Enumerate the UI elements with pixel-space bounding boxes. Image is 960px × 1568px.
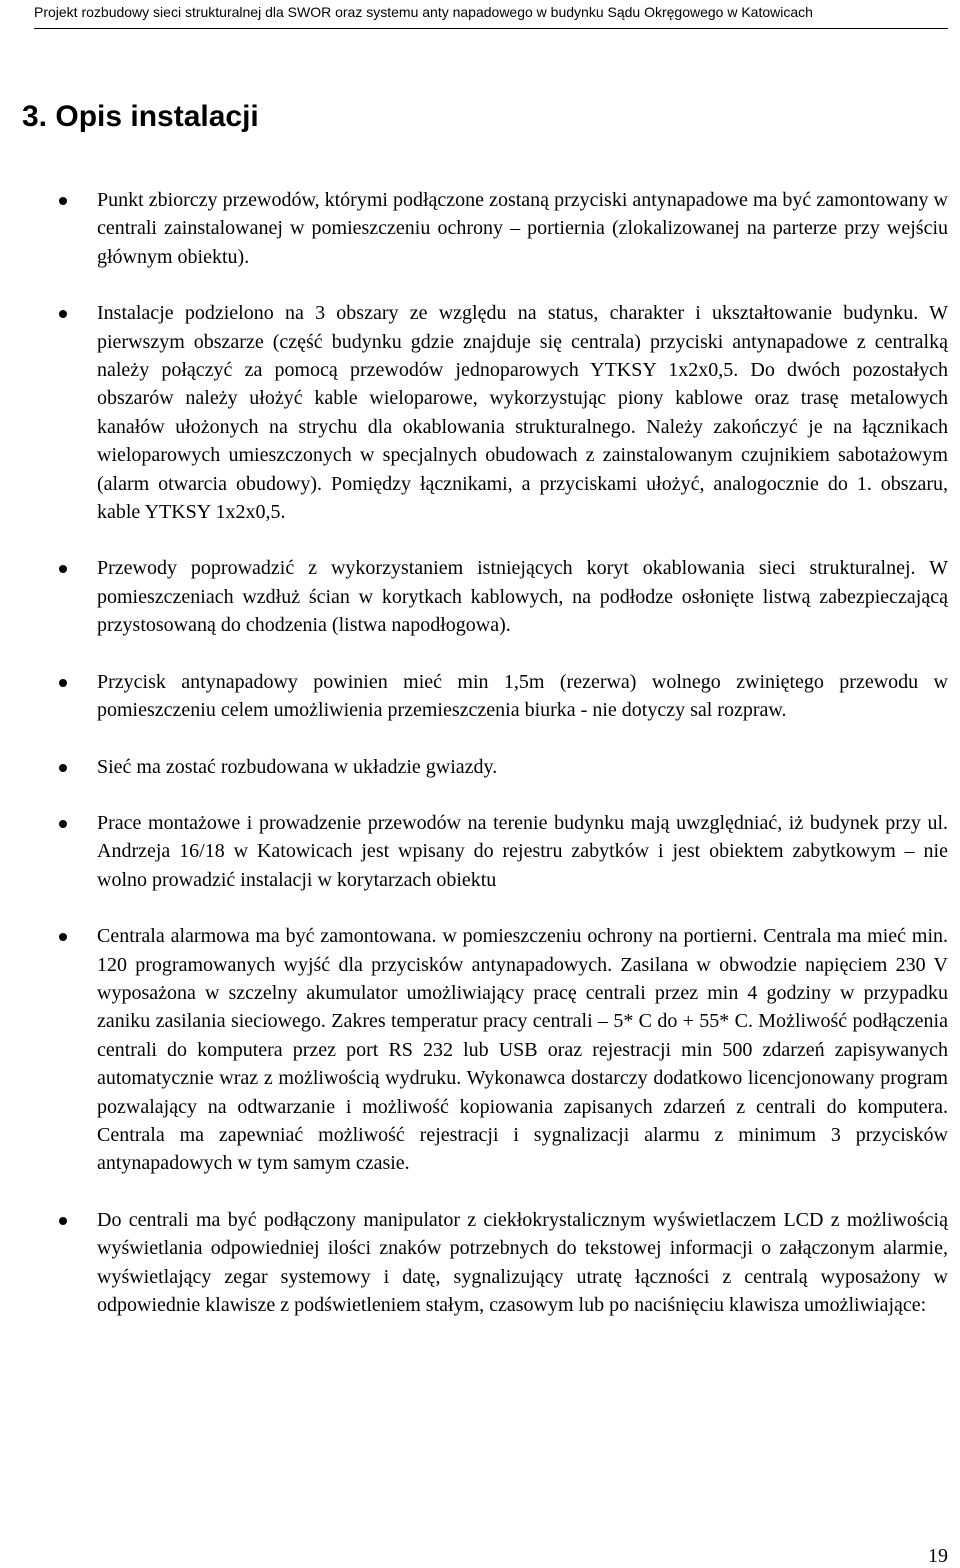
list-item — [0, 1206, 960, 1320]
header-title: Projekt rozbudowy sieci strukturalnej dla SWOR oraz systemu anty napadowego w budynku Sądu Okręgowego w Katowicach — [34, 4, 813, 20]
bullet-list — [0, 186, 960, 1347]
bullet-icon — [59, 679, 67, 687]
bullet-text: Do centrali ma być podłączony manipulator z ciekłokrystalicznym wyświetlaczem LCD z możliwością wyświetlania odpowiedniej ilości znaków potrzebnych do tekstowej informacji o załączonym alarmie, wyświetlający zegar systemowy i datę, sygnalizujący utratę łączności z centralą wyposażony w odpowiednie klawisze z podświetleniem stałym, czasowym lub po naciśnięciu klawisza umożliwiające: — [97, 1208, 948, 1316]
bullet-icon — [59, 820, 67, 828]
bullet-icon — [59, 565, 67, 573]
section-title: 3. Opis instalacji — [22, 100, 259, 133]
list-item — [0, 809, 960, 894]
bullet-text: Punkt zbiorczy przewodów, którymi podłączone zostaną przyciski antynapadowe ma być zamontowany w centrali zainstalowanej w pomieszczeniu ochrony – portiernia (zlokalizowanej na parterze przy wejściu głównym obiektu). — [97, 189, 948, 268]
bullet-icon — [59, 310, 67, 318]
list-item — [0, 668, 960, 725]
bullet-icon — [59, 933, 67, 941]
bullet-text: Prace montażowe i prowadzenie przewodów na terenie budynku mają uwzględniać, iż budynek przy ul. Andrzeja 16/18 w Katowicach jest wpisany do rejestru zabytków i jest obiektem zabytkowym – nie wolno prowadzić instalacji w korytarzach obiektu — [97, 811, 948, 891]
bullet-text: Przewody poprowadzić z wykorzystaniem istniejących koryt okablowania sieci strukturalnej. W pomieszczeniach wzdłuż ścian w korytkach kablowych, na podłodze osłonięte listwą zabezpieczającą przystosowaną do chodzenia (listwa napodłogowa). — [97, 557, 948, 637]
list-item — [0, 554, 960, 639]
list-item — [0, 186, 960, 271]
page-header — [34, 0, 948, 29]
list-item — [0, 922, 960, 1178]
bullet-text: Przycisk antynapadowy powinien mieć min 1,5m (rezerwa) wolnego zwiniętego przewodu w pomieszczeniu celem umożliwienia przemieszczenia biurka - nie dotyczy sal rozpraw. — [97, 670, 948, 722]
bullet-icon — [59, 197, 67, 205]
bullet-icon — [59, 764, 67, 772]
bullet-text: Instalacje podzielono na 3 obszary ze względu na status, charakter i ukształtowanie budynku. W pierwszym obszarze (część budynku gdzie znajduje się centrala) przyciski antynapadowe z centralką należy połączyć za pomocą przewodów jednoparowych YTKSY 1x2x0,5. Do dwóch pozostałych obszarów należy ułożyć kable wieloparowe, wykorzystując piony kablowe oraz trasę metalowych kanałów ułożonych na strychu dla okablowania strukturalnego. Należy zakończyć je na łącznikach wieloparowych umieszczonych w specjalnych obudowach z zainstalowanym czujnikiem sabotażowym (alarm otwarcia obudowy). Pomiędzy łącznikami, a przyciskami ułożyć, analogocznie do 1. obszaru, kable YTKSY 1x2x0,5. — [97, 302, 948, 524]
page-number: 19 — [928, 1545, 948, 1567]
bullet-text: Centrala alarmowa ma być zamontowana. w pomieszczeniu ochrony na portierni. Centrala ma mieć min. 120 programowanych wyjść dla przycisków antynapadowych. Zasilana w obwodzie napięciem 230 V wyposażona w szczelny akumulator umożliwiający pracę centrali przez min 4 godziny w przypadku zaniku zasilania sieciowego. Zakres temperatur pracy centrali – 5* C do + 55* C. Możliwość podłączenia centrali do komputera przez port RS 232 lub USB oraz rejestracji min 500 zdarzeń zapisywanych automatycznie wraz z możliwością wydruku. Wykonawca dostarczy dodatkowo licencjonowany program pozwalający na odtwarzanie i możliwość kopiowania zapisanych zdarzeń z centrali do komputera. Centrala ma zapewniać możliwość rejestracji i sygnalizacji alarmu z minimum 3 przycisków antynapadowych w tym samym czasie. — [97, 925, 948, 1175]
list-item — [0, 299, 960, 526]
list-item — [0, 753, 960, 781]
bullet-text: Sieć ma zostać rozbudowana w układzie gwiazdy. — [97, 755, 498, 778]
bullet-icon — [59, 1217, 67, 1225]
